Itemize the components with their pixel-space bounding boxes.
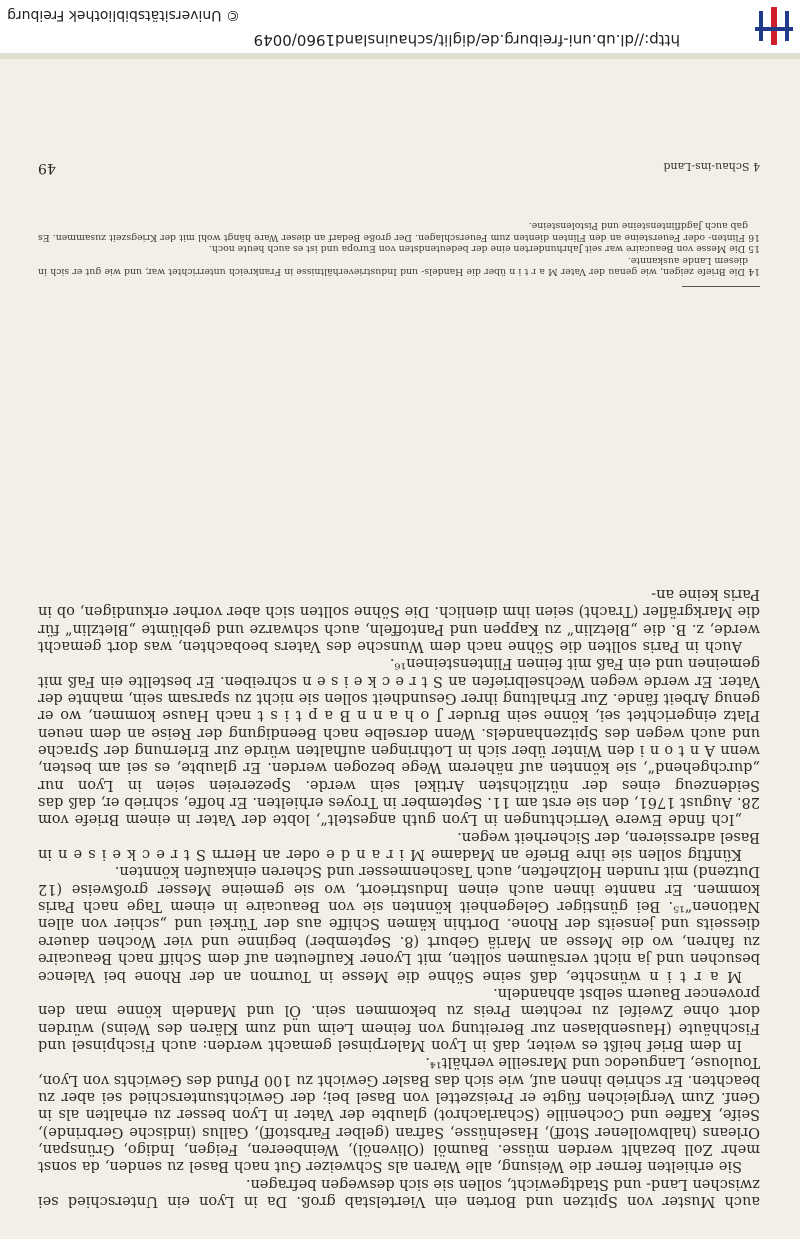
- paragraph: Auch in Paris sollten die Söhne nach dem Wunsche des Vaters beobachten, was dort gemacht werde, z. B. die „Bletzlin“ zu Kappen und Pantoffeln, auch schwarze und geblümte „Bletzlin“ für die Markgräfler (Tracht) seien ihm dienlich. Die Söhne sollten sich aber vorher erkundigen, ob in Paris keine an-: [38, 585, 760, 654]
- footnote: 14 Die Briefe zeigen, wie genau der Vater M a r t i n über die Handels- und Industrieverhältnisse in Frankreich unterrichtet war, und wie gut er sich in diesem Lande auskannte.: [38, 254, 760, 277]
- paragraph: „Ich finde Ewere Verrichtungen in Lyon guth angestelt“, lobte der Vater in einem Briefe vom 28. August 1761, den sie erst am 11. September in Troyes erhielten. Er hoffe, schrieb er, daß das Seidenzeug eines der nützlichsten Artikel sein werde. Spezereien seien in Lyon nur „durchgehend“, sie könnten auf näherem Wege bezogen werden. Er glaubte, es sei am besten, wenn A n t o n i den Winter über sich in Lothringen aufhalten würde zur Erlernung der Sprache und auch wegen des Spitzenhandels. Wenn derselbe nach Beendigung der Reise an dem neuen Platz eingerichtet sei, könne sein Bruder J o h a n n B a p t i s t nach Hause kommen, wo er genug Arbeit fände. Zur Erhaltung ihrer Gesundheit sollen sie nicht zu sparsam sein, mahnte der Vater. Er werde wegen Wechselbriefen an S t r e c k e i s e n schreiben. Er bestellte ein Faß mit gemeinen und ein Faß mit feinen Flintensteinen¹⁶.: [38, 655, 760, 828]
- main-text: [38, 585, 760, 1209]
- book-page: [0, 54, 800, 1239]
- paragraph: In dem Brief heißt es weiter, daß in Lyon Malerpinsel gemacht werden: auch Fischpinsel und Fischhäute (Hausenblasen zur Bereitung von feinem Leim und zum Klären des Weins) würden dort ohne Zweifel zu rechtem Preis zu bekommen sein. Öl und Mandeln könne man den provencer Bauern selbst abhandeln.: [38, 984, 760, 1053]
- footnote: 16 Flinten- oder Feuersteine an den Flinten dienten zum Feuerschlagen. Der große Bedarf an dieser Ware hängt wohl mit der Kriegszeit zusammen. Es gab auch Jagdflintensteine und Pistolensteine.: [38, 220, 760, 243]
- copyright-notice: © Universitätsbibliothek Freiburg: [7, 7, 240, 23]
- page-footer: [38, 156, 760, 176]
- paragraph: auch Muster von Spitzen und Borten ein Viertelstab groß. Da in Lyon ein Unterschied sei zwischen Land- und Stadtgewicht, sollen sie sich deswegen befragen.: [38, 1175, 760, 1209]
- footnote: 15 Die Messe von Beaucaire war seit Jahrhunderten eine der bedeutendsten von Europa und ist es auch heute noch.: [208, 243, 760, 255]
- paragraph: M a r t i n wünschte, daß seine Söhne die Messe in Tournon an der Rhone bei Valence besuchen und ja nicht versäumen sollten, mit Lyoner Kaufleuten auf dem Schiff nach Beaucaire zu fahren, wo die Messe an Mariä Geburt (8. September) beginne und vier Wochen dauere diesseits und jenseits der Rhone. Dorthin kämen Schiffe aus der Türkei und „schier von allen Nationen“¹⁵. Bei günstiger Gelegenheit könnten sie von Beaucaire in einem Tage nach Paris kommen. Er nannte ihnen auch einen Industrieort, wo sie gemeine Messer großweise (12 Dutzend) mit runden Holzheften, auch Taschenmesser und Scheren einkaufen könnten.: [38, 863, 760, 984]
- page-number: 49: [38, 160, 56, 176]
- library-banner: [0, 0, 800, 54]
- paragraph: Künftig sollen sie ihre Briefe an Madame M i r a n d e oder an Herrn S t r e c k e i s e n in Basel adressieren, der Sicherheit wegen.: [38, 828, 760, 863]
- permalink-url[interactable]: http://dl.ub.uni-freiburg.de/diglit/schauinsland1960/0049: [253, 31, 680, 49]
- paragraph: Sie erhielten ferner die Weisung, alle Waren als Schweizer Gut nach Basel zu senden, da sonst mehr Zoll bezahlt werden müsse. Baumöl (Olivenöl), Weinbeeren, Feigen, Indigo, Grünspan, Orleans (halbwollener Stoff), Haselnüsse, Safran (gelber Farbstoff), Gallus (indische Gerbrinde), Seife, Kaffee und Cochenille (Scharlachrot) glaubte der Vater in Lyon besser zu erhalten als in Genf. Zum Vergleichen fügte er Preiszettel von Basel bei; der Gewichtsunterschied sei aber zu beachten. Er schrieb ihnen auf, wie sich das Basler Gewicht zu 100 Pfund des Gewichts von Lyon, Toulouse, Languedoc und Marseille verhält¹⁴.: [37, 1054, 760, 1175]
- footnotes: [38, 220, 760, 277]
- university-library-logo-icon: [755, 7, 793, 45]
- footnote-separator: [682, 286, 760, 287]
- running-label: 4 Schau-ins-Land: [663, 160, 760, 173]
- page-edge: [0, 54, 800, 59]
